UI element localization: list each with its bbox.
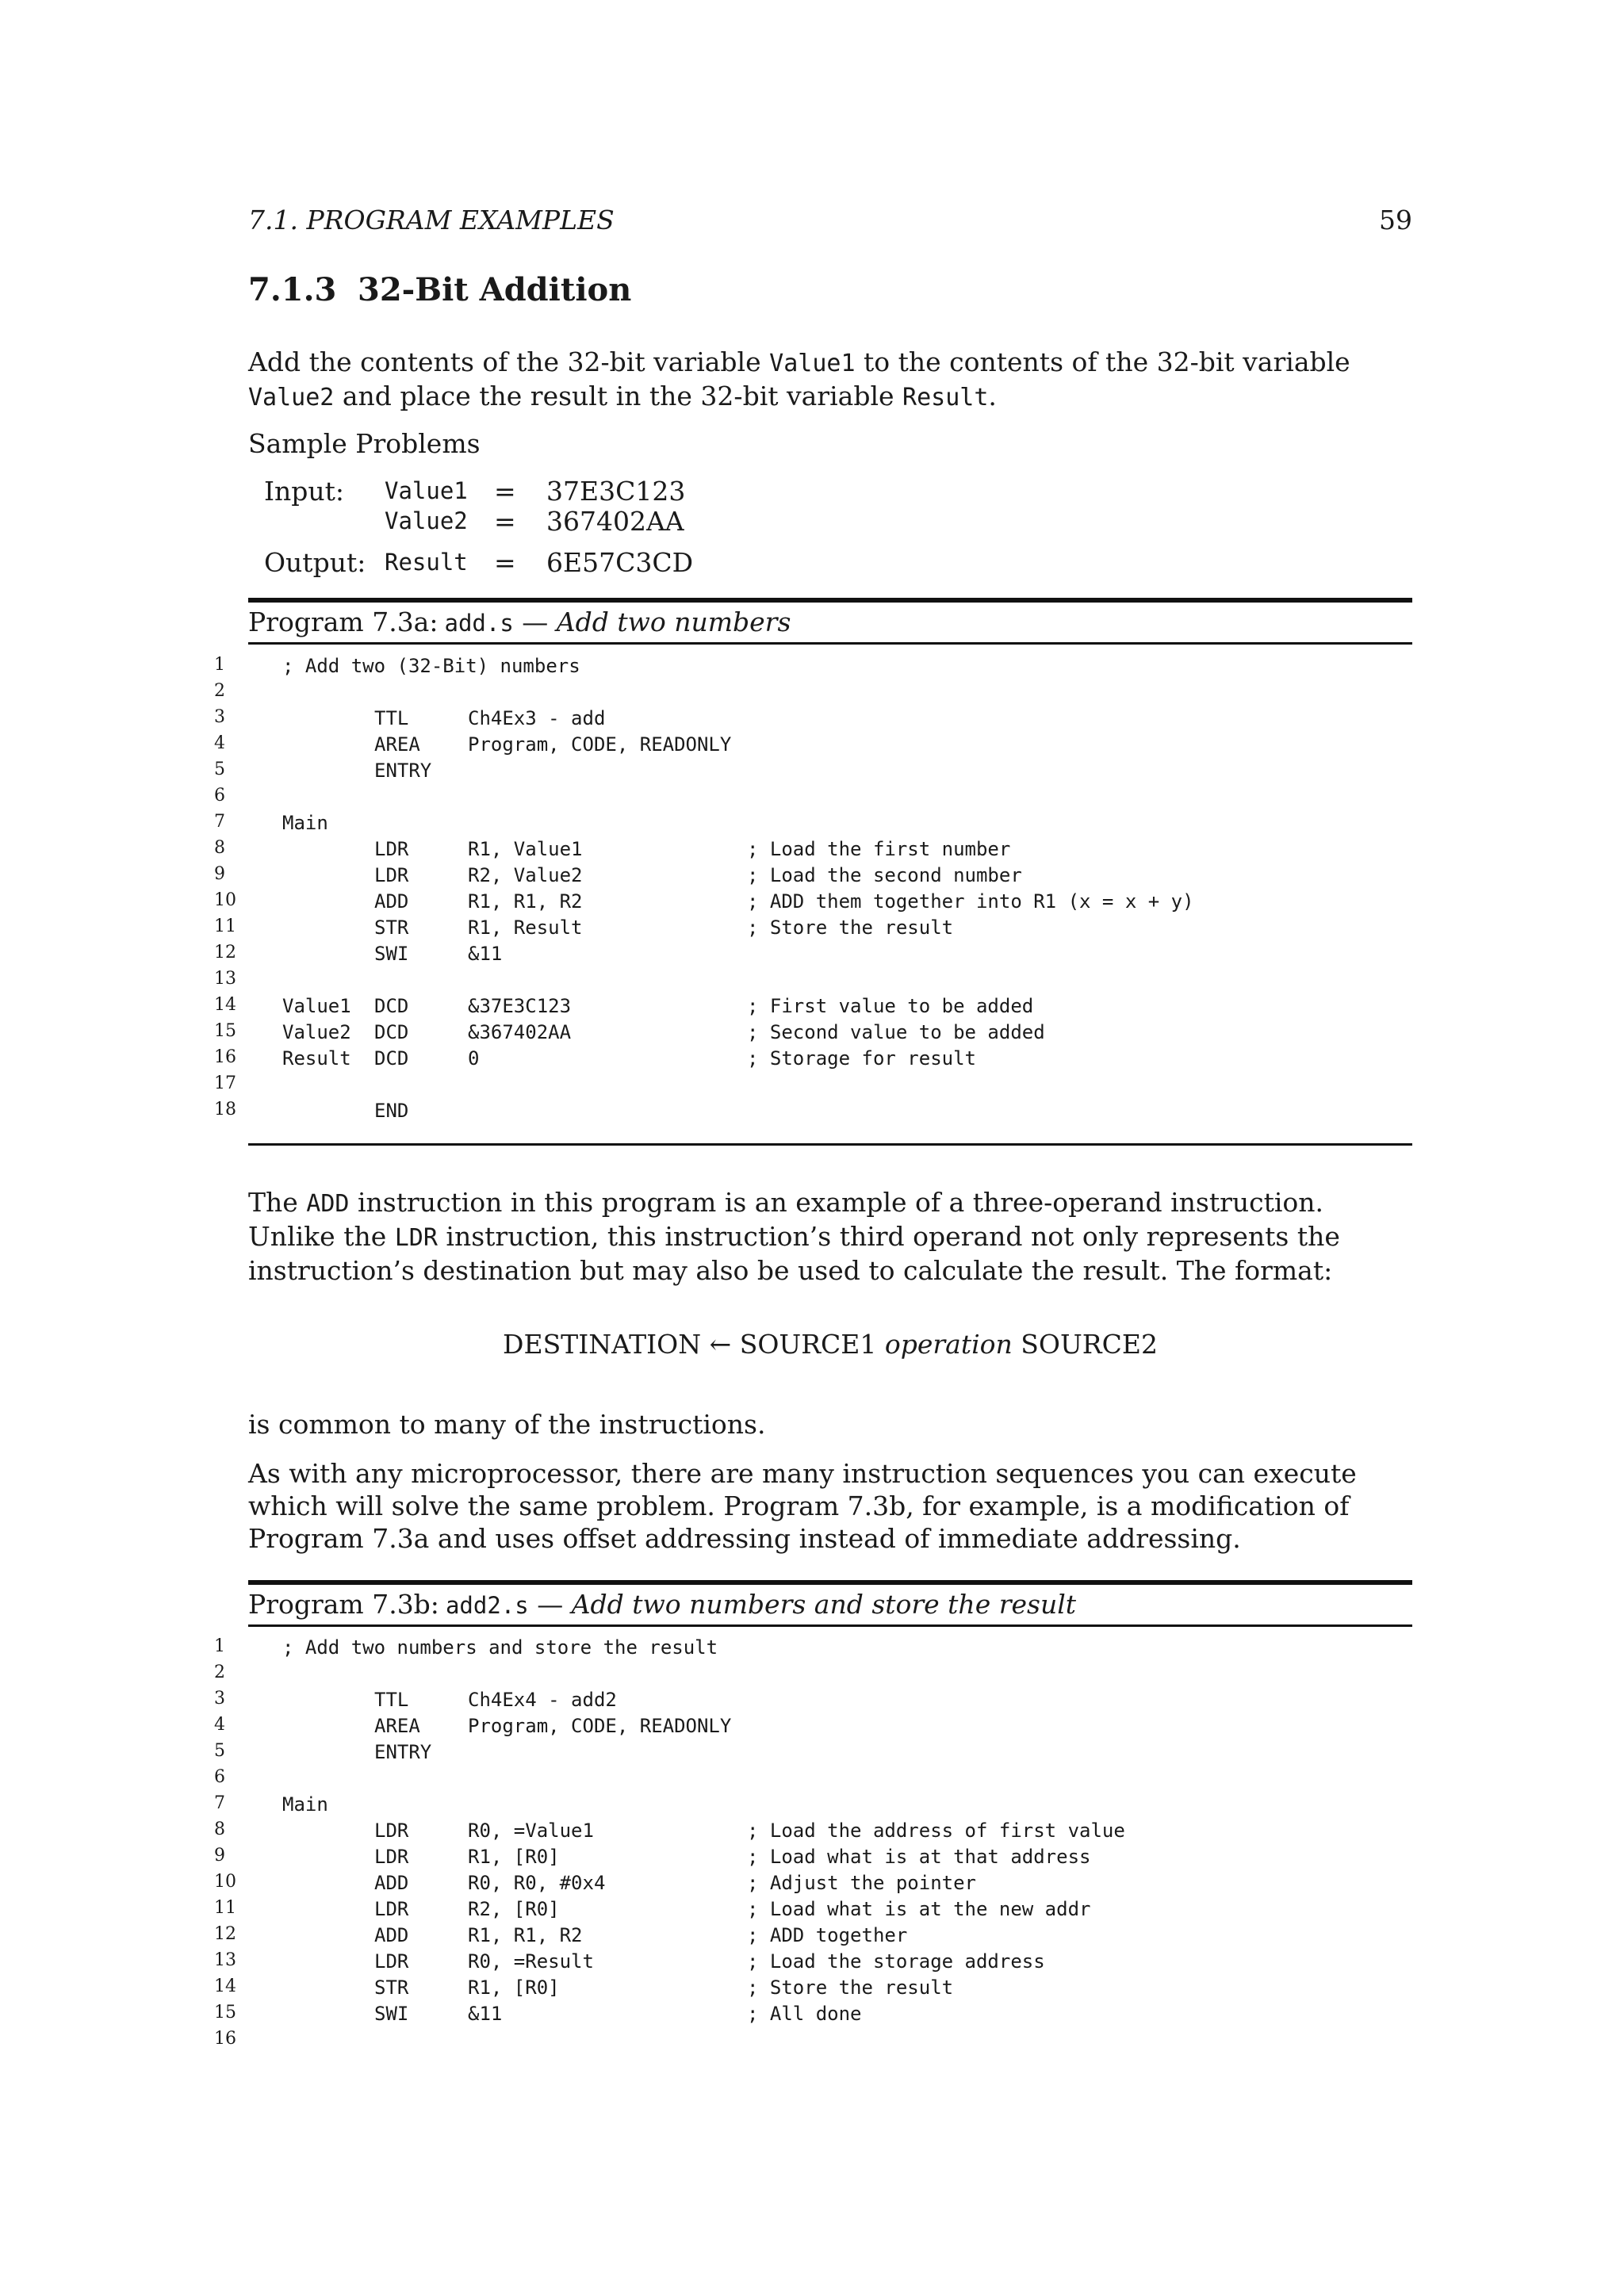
- code-line: [214, 1073, 1412, 1100]
- formula-text: SOURCE2: [1012, 1329, 1158, 1360]
- code-opcode: LDR: [374, 1820, 409, 1842]
- line-number: 15: [214, 1021, 236, 1041]
- line-number: 4: [214, 1715, 225, 1735]
- code-operands: R1, [R0]: [468, 1976, 560, 1999]
- sample-variable: Value2: [385, 507, 468, 534]
- code-line: [214, 1898, 1412, 1924]
- line-number: 14: [214, 1976, 236, 1996]
- code-operands: &11: [468, 943, 503, 965]
- line-number: 7: [214, 812, 225, 832]
- code-opcode: TTL: [374, 1689, 409, 1711]
- code-line: [214, 916, 1412, 943]
- code-line: [214, 2003, 1412, 2029]
- line-number: 3: [214, 1689, 225, 1709]
- code-line: [214, 969, 1412, 995]
- code-line: [214, 1767, 1412, 1793]
- code-comment: ; All done: [747, 2003, 862, 2025]
- code-line: [214, 655, 1412, 681]
- code-operands: Ch4Ex3 - add: [468, 707, 606, 729]
- body-paragraph: is common to many of the instructions.: [248, 1409, 766, 1440]
- line-number: 13: [214, 969, 236, 989]
- line-number: 9: [214, 1846, 225, 1866]
- line-number: 2: [214, 681, 225, 701]
- line-number: 17: [214, 1073, 236, 1093]
- body-text: instruction, this instruction’s third operand not only represents the instruction’s destination but may also be used to calculate the result. The format:: [248, 1221, 1340, 1286]
- code-opcode: TTL: [374, 707, 409, 729]
- code-operands: Program, CODE, READONLY: [468, 733, 732, 756]
- code-comment: ; Load the second number: [747, 864, 1022, 886]
- code-line: [214, 995, 1412, 1021]
- line-number: 12: [214, 1924, 236, 1944]
- code-line: [214, 1021, 1412, 1047]
- code-opcode: ENTRY: [374, 760, 432, 782]
- intro-text: to the contents of the 32-bit variable: [855, 346, 1350, 377]
- line-number: 15: [214, 2003, 236, 2022]
- line-number: 5: [214, 1741, 225, 1761]
- code-comment: ; ADD them together into R1 (x = x + y): [747, 890, 1194, 913]
- code-line: [214, 1100, 1412, 1126]
- code-comment: ; First value to be added: [747, 995, 1034, 1017]
- code-line: [214, 1872, 1412, 1898]
- code-label: ; Add two (32-Bit) numbers: [282, 655, 580, 677]
- code-label: Value2: [282, 1021, 351, 1043]
- code-opcode: DCD: [374, 995, 409, 1017]
- code-line: [214, 864, 1412, 890]
- code-line: [214, 681, 1412, 707]
- code-line: [214, 2029, 1412, 2055]
- code-line: [214, 760, 1412, 786]
- line-number: 10: [214, 1872, 236, 1892]
- formula-operation: operation: [884, 1329, 1013, 1360]
- code-line: [214, 733, 1412, 760]
- line-number: 10: [214, 890, 236, 910]
- code-operands: Ch4Ex4 - add2: [468, 1689, 617, 1711]
- line-number: 16: [214, 2029, 236, 2049]
- code-line: [214, 1663, 1412, 1689]
- code-opcode: LDR: [374, 1950, 409, 1973]
- body-text: instruction in this program is an example of a three-operand instruction. Unlike the: [248, 1187, 1324, 1252]
- program-caption-b: [248, 1580, 1412, 1627]
- code-opcode: STR: [374, 1976, 409, 1999]
- code-operands: R2, Value2: [468, 864, 583, 886]
- caption-dash: —: [513, 607, 557, 637]
- intro-var-value2: Value2: [248, 384, 335, 411]
- sample-label: Output:: [264, 547, 366, 578]
- code-opcode: ADD: [374, 1872, 409, 1894]
- code-operands: 0: [468, 1047, 480, 1070]
- code-line: [214, 1047, 1412, 1073]
- code-operands: R1, R1, R2: [468, 890, 583, 913]
- code-operands: R0, R0, #0x4: [468, 1872, 606, 1894]
- body-paragraph: As with any microprocessor, there are many instruction sequences you can execute which will solve the same problem. Program 7.3b, for example, is a modification of Program 7.3a and uses offset addressing instead of immediate addressing.: [248, 1458, 1357, 1554]
- code-operands: R0, =Result: [468, 1950, 594, 1973]
- code-line: [214, 1820, 1412, 1846]
- intro-text: Add the contents of the 32-bit variable: [248, 346, 770, 377]
- line-number: 16: [214, 1047, 236, 1067]
- code-operands: Program, CODE, READONLY: [468, 1715, 732, 1737]
- body-paragraph: [248, 1186, 1412, 1287]
- sample-equals: =: [494, 506, 516, 537]
- code-line: [214, 1793, 1412, 1820]
- code-line: [214, 943, 1412, 969]
- code-opcode: SWI: [374, 2003, 409, 2025]
- line-number: 7: [214, 1793, 225, 1813]
- code-opcode: AREA: [374, 1715, 420, 1737]
- program-filename: add2.s: [445, 1592, 529, 1619]
- line-number: 8: [214, 838, 225, 858]
- code-opcode: SWI: [374, 943, 409, 965]
- code-label: Main: [282, 812, 328, 834]
- code-opcode: STR: [374, 916, 409, 939]
- code-operands: R2, [R0]: [468, 1898, 560, 1920]
- code-line: [214, 1741, 1412, 1767]
- sample-value: 367402AA: [546, 506, 684, 537]
- intro-var-value1: Value1: [769, 350, 856, 377]
- program-description: Add two numbers and store the result: [571, 1589, 1077, 1620]
- code-operands: &37E3C123: [468, 995, 572, 1017]
- sample-variable: Result: [385, 549, 468, 576]
- sample-problems-heading: Sample Problems: [248, 428, 481, 459]
- intro-var-result: Result: [902, 384, 989, 411]
- code-line: [214, 1950, 1412, 1976]
- section-heading: [248, 271, 631, 308]
- code-operands: &367402AA: [468, 1021, 572, 1043]
- code-opcode: DCD: [374, 1047, 409, 1070]
- code-comment: ; Load what is at the new addr: [747, 1898, 1091, 1920]
- line-number: 5: [214, 760, 225, 779]
- caption-dash: —: [528, 1589, 572, 1620]
- code-comment: ; Storage for result: [747, 1047, 976, 1070]
- intro-text: .: [988, 381, 997, 411]
- code-line: [214, 890, 1412, 916]
- line-number: 13: [214, 1950, 236, 1970]
- code-opcode: ADD: [374, 890, 409, 913]
- code-label: Result: [282, 1047, 351, 1070]
- format-formula: [248, 1329, 1412, 1360]
- code-comment: ; Load the address of first value: [747, 1820, 1125, 1842]
- formula-text: DESTINATION ← SOURCE1: [503, 1329, 885, 1360]
- code-opcode: LDR: [374, 1898, 409, 1920]
- code-opcode: END: [374, 1100, 409, 1122]
- sample-value: 37E3C123: [546, 476, 686, 507]
- line-number: 1: [214, 655, 225, 675]
- code-line: [214, 1689, 1412, 1715]
- code-opcode: ENTRY: [374, 1741, 432, 1763]
- program-filename: add.s: [444, 610, 514, 637]
- code-line: [214, 1976, 1412, 2003]
- code-opcode: DCD: [374, 1021, 409, 1043]
- line-number: 11: [214, 916, 236, 936]
- code-label: Value1: [282, 995, 351, 1017]
- code-operands: &11: [468, 2003, 503, 2025]
- line-number: 6: [214, 786, 225, 806]
- code-line: [214, 1846, 1412, 1872]
- inline-code-ldr: LDR: [394, 1224, 438, 1252]
- code-operands: R0, =Value1: [468, 1820, 594, 1842]
- line-number: 9: [214, 864, 225, 884]
- code-line: [214, 812, 1412, 838]
- program-caption-a: [248, 598, 1412, 645]
- code-line: [214, 786, 1412, 812]
- intro-text: and place the result in the 32-bit variable: [334, 381, 903, 411]
- section-number: 7.1.3: [248, 271, 337, 308]
- line-number: 1: [214, 1636, 225, 1656]
- line-number: 11: [214, 1898, 236, 1918]
- code-operands: R1, Result: [468, 916, 583, 939]
- code-line: [214, 838, 1412, 864]
- sample-label: Input:: [264, 476, 345, 507]
- code-comment: ; Adjust the pointer: [747, 1872, 976, 1894]
- code-comment: ; Store the result: [747, 916, 954, 939]
- code-opcode: LDR: [374, 1846, 409, 1868]
- code-comment: ; Load the storage address: [747, 1950, 1045, 1973]
- sample-equals: =: [494, 476, 516, 507]
- code-operands: R1, R1, R2: [468, 1924, 583, 1946]
- intro-paragraph: [248, 346, 1412, 414]
- code-line: [214, 707, 1412, 733]
- code-line: [214, 1636, 1412, 1663]
- program-description: Add two numbers: [556, 607, 791, 637]
- code-comment: ; Load the first number: [747, 838, 1011, 860]
- code-opcode: ADD: [374, 1924, 409, 1946]
- code-comment: ; Store the result: [747, 1976, 954, 1999]
- page-number: 59: [1379, 205, 1412, 235]
- running-head: [248, 205, 1412, 239]
- body-text: The: [248, 1187, 307, 1218]
- code-operands: R1, Value1: [468, 838, 583, 860]
- code-opcode: LDR: [374, 838, 409, 860]
- code-line: [214, 1924, 1412, 1950]
- running-head-title: 7.1. PROGRAM EXAMPLES: [248, 205, 615, 235]
- code-line: [214, 1715, 1412, 1741]
- line-number: 3: [214, 707, 225, 727]
- code-opcode: LDR: [374, 864, 409, 886]
- listing-bottom-rule: [248, 1143, 1412, 1146]
- code-label: ; Add two numbers and store the result: [282, 1636, 718, 1659]
- line-number: 4: [214, 733, 225, 753]
- sample-value: 6E57C3CD: [546, 547, 694, 578]
- section-title: 32-Bit Addition: [358, 271, 632, 308]
- line-number: 14: [214, 995, 236, 1015]
- sample-variable: Value1: [385, 477, 468, 504]
- code-comment: ; ADD together: [747, 1924, 908, 1946]
- code-label: Main: [282, 1793, 328, 1816]
- line-number: 18: [214, 1100, 236, 1119]
- code-comment: ; Load what is at that address: [747, 1846, 1091, 1868]
- sample-equals: =: [494, 547, 516, 578]
- code-comment: ; Second value to be added: [747, 1021, 1045, 1043]
- inline-code-add: ADD: [306, 1190, 350, 1218]
- code-opcode: AREA: [374, 733, 420, 756]
- code-operands: R1, [R0]: [468, 1846, 560, 1868]
- line-number: 6: [214, 1767, 225, 1787]
- program-label: Program 7.3a:: [248, 607, 439, 637]
- program-label: Program 7.3b:: [248, 1589, 439, 1620]
- line-number: 8: [214, 1820, 225, 1839]
- line-number: 2: [214, 1663, 225, 1682]
- line-number: 12: [214, 943, 236, 962]
